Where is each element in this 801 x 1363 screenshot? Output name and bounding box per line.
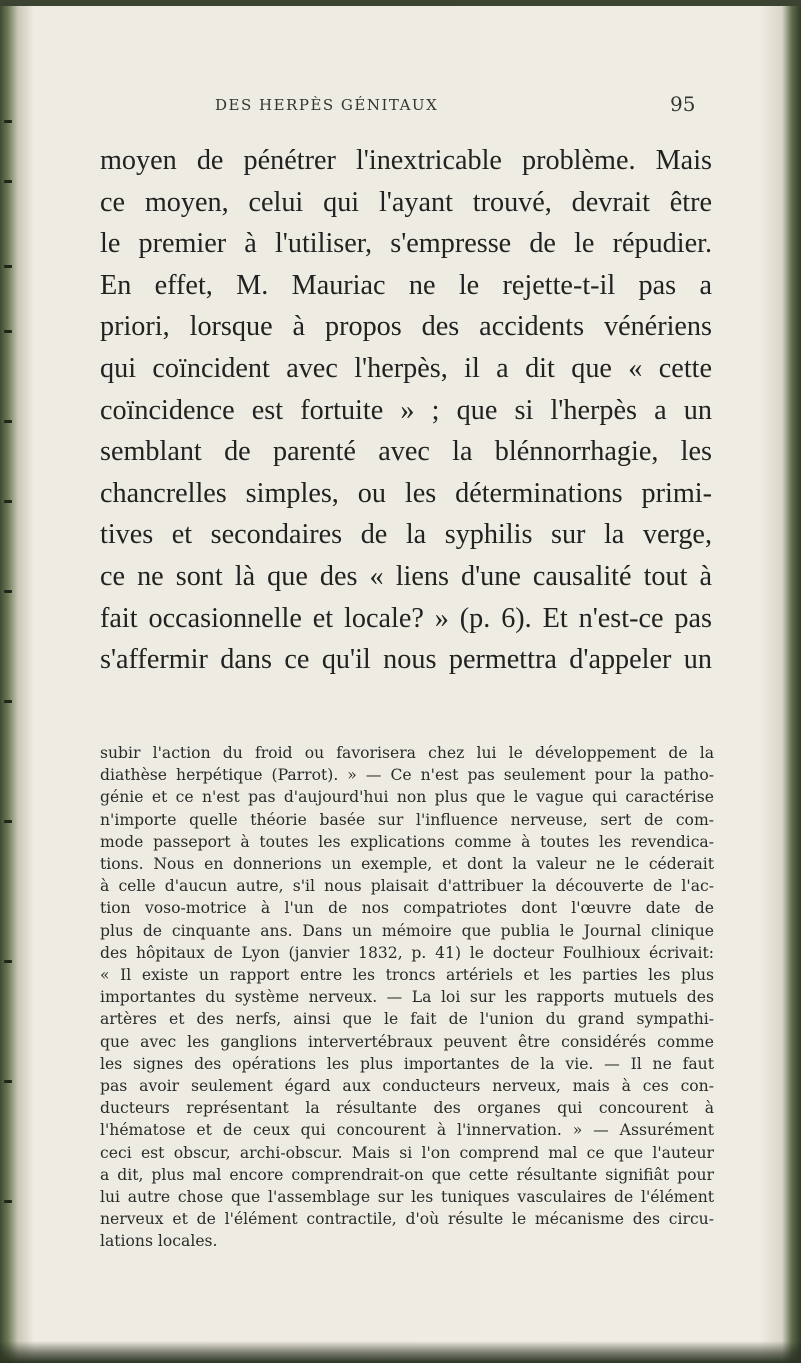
footnote-line: pas avoir seulement égard aux conducteurs nerveux, mais à ces con- bbox=[100, 1077, 714, 1096]
footnote-line: « Il existe un rapport entre les troncs artériels et les parties les plus bbox=[100, 966, 714, 985]
footnote-line: tions. Nous en donnerions un exemple, et dont la valeur ne le céderait bbox=[100, 855, 714, 874]
footnote-line: plus de cinquante ans. Dans un mémoire que publia le Journal clinique bbox=[100, 921, 714, 940]
text-line: le premier à l'utiliser, s'empresse de le répudier. bbox=[100, 228, 712, 260]
text-line: ce ne sont là que des « liens d'une causalité tout à bbox=[100, 560, 712, 592]
text-line: semblant de parenté avec la blénnorrhagie, les bbox=[100, 436, 712, 468]
binding-edge bbox=[0, 0, 20, 1363]
text-line: chancrelles simples, ou les déterminations primi- bbox=[100, 477, 712, 509]
running-title: DES HERPÈS GÉNITAUX bbox=[215, 96, 439, 114]
text-line: coïncidence est fortuite » ; que si l'herpès a un bbox=[100, 394, 712, 426]
footnote-line: lations locales. bbox=[100, 1232, 218, 1251]
footnote-line: l'hématose et de ceux qui concourent à l'innervation. » — Assurément bbox=[100, 1121, 714, 1140]
page-number: 95 bbox=[670, 92, 696, 116]
text-line: tives et secondaires de la syphilis sur la verge, bbox=[100, 519, 712, 551]
footnote-line: importantes du système nerveux. — La loi sur les rapports mutuels des bbox=[100, 988, 714, 1007]
text-line: qui coïncident avec l'herpès, il a dit que « cette bbox=[100, 352, 712, 384]
footnote-line: nerveux et de l'élément contractile, d'où résulte le mécanisme des circu- bbox=[100, 1210, 714, 1229]
main-text bbox=[100, 140, 712, 681]
footnote bbox=[100, 742, 714, 1253]
page-bottom-edge bbox=[0, 1341, 801, 1363]
footnote-line: génie et ce n'est pas d'aujourd'hui non plus que le vague qui caractérise bbox=[100, 788, 714, 807]
footnote-line: des hôpitaux de Lyon (janvier 1832, p. 41) le docteur Foulhioux écrivait: bbox=[100, 943, 714, 962]
footnote-line: ducteurs représentant la résultante des organes qui concourent à bbox=[100, 1099, 714, 1118]
footnote-line: tion voso-motrice à l'un de nos compatriotes dont l'œuvre date de bbox=[100, 899, 714, 918]
footnote-line: mode passeport à toutes les explications comme à toutes les revendica- bbox=[100, 832, 714, 851]
text-line: s'affermir dans ce qu'il nous permettra d'appeler un bbox=[100, 644, 712, 676]
footnote-line: lui autre chose que l'assemblage sur les tuniques vasculaires de l'élément bbox=[100, 1188, 714, 1207]
footnote-line: à celle d'aucun autre, s'il nous plaisait d'attribuer la découverte de l'ac- bbox=[100, 877, 714, 896]
text-line: priori, lorsque à propos des accidents vénériens bbox=[100, 311, 712, 343]
footnote-line: artères et des nerfs, ainsi que le fait de l'union du grand sympathi- bbox=[100, 1010, 714, 1029]
footnote-line: que avec les ganglions intervertébraux peuvent être considérés comme bbox=[100, 1032, 714, 1051]
text-line: ce moyen, celui qui l'ayant trouvé, devrait être bbox=[100, 186, 712, 218]
footnote-line: les signes des opérations les plus importantes de la vie. — Il ne faut bbox=[100, 1054, 714, 1073]
footnote-line: n'importe quelle théorie basée sur l'influence nerveuse, sert de com- bbox=[100, 810, 714, 829]
text-line: moyen de pénétrer l'inextricable problème. Mais bbox=[100, 145, 712, 176]
footnote-line: diathèse herpétique (Parrot). » — Ce n'est pas seulement pour la patho- bbox=[100, 766, 714, 785]
text-line: En effet, M. Mauriac ne le rejette-t-il pas a bbox=[100, 269, 712, 301]
page-top-edge bbox=[0, 0, 801, 6]
footnote-line: a dit, plus mal encore comprendrait-on que cette résultante signifiât pour bbox=[100, 1165, 714, 1184]
text-line: fait occasionnelle et locale? » (p. 6). Et n'est-ce pas bbox=[100, 602, 712, 634]
footnote-line: subir l'action du froid ou favorisera chez lui le développement de la bbox=[100, 744, 714, 762]
footnote-line: ceci est obscur, archi-obscur. Mais si l'on comprend mal ce que l'auteur bbox=[100, 1143, 714, 1162]
